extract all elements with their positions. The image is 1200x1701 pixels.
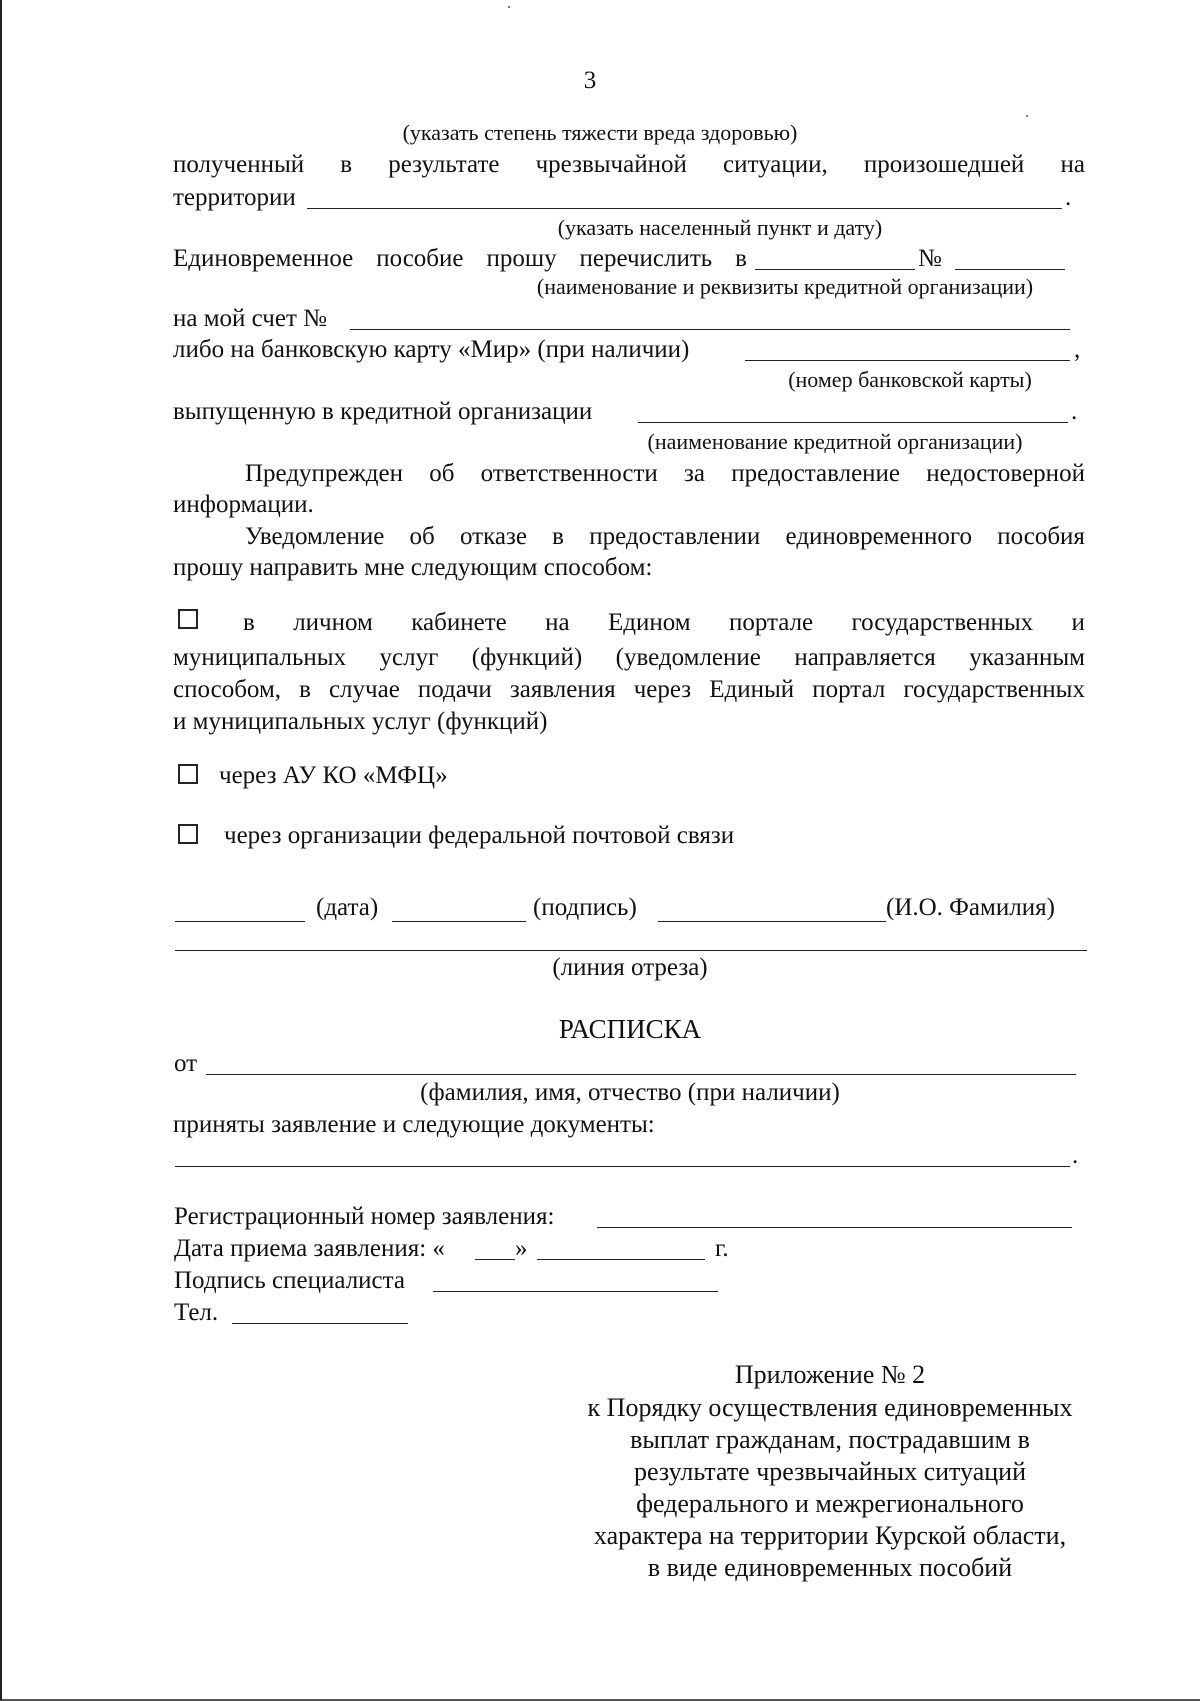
number-sign: №: [918, 245, 942, 272]
word: портал: [812, 676, 886, 703]
checkbox-mfc[interactable]: [178, 764, 198, 784]
year-suffix: г.: [715, 1235, 729, 1262]
sig-name-label: (И.О. Фамилия): [886, 894, 1055, 921]
cut-line-label: (линия отреза): [552, 954, 708, 981]
accept-date-label: Дата приема заявления: «: [174, 1235, 445, 1262]
hint-bank-details: (наименование и реквизиты кредитной организации): [536, 274, 1034, 299]
word: портале: [728, 609, 814, 636]
appendix-line: к Порядку осуществления единовременных: [587, 1393, 1073, 1422]
phone-label: Тел.: [174, 1299, 219, 1326]
word: Единовременное: [173, 245, 354, 272]
from-field[interactable]: [206, 1074, 1076, 1075]
signature-field[interactable]: [392, 921, 526, 922]
option-portal-line-3: [173, 675, 1085, 705]
hint-fio: (фамилия, имя, отчество (при наличии): [420, 1079, 840, 1106]
appendix-line: выплат гражданам, пострадавшим в: [630, 1425, 1030, 1454]
word: в: [735, 245, 747, 272]
name-field[interactable]: [658, 921, 886, 922]
word: (уведомление: [615, 644, 761, 671]
hint-health-severity: (указать степень тяжести вреда здоровью): [402, 120, 798, 145]
word: единовременного: [785, 523, 972, 550]
documents-period: .: [1072, 1142, 1079, 1169]
option-portal-line-1: [243, 608, 1085, 638]
territory-field[interactable]: [307, 208, 1062, 209]
reg-number-label: Регистрационный номер заявления:: [174, 1203, 555, 1230]
warning-line-1: [245, 459, 1085, 489]
appendix-line: в виде единовременных пособий: [647, 1553, 1013, 1582]
issued-period: .: [1071, 398, 1078, 425]
word: предоставление: [731, 460, 901, 487]
word: прошу: [486, 245, 557, 272]
word: отказе: [460, 523, 527, 550]
sig-signature-label: (подпись): [533, 894, 637, 921]
word: Уведомление: [245, 523, 385, 550]
warning-line-2: информации.: [173, 491, 314, 518]
word: Предупрежден: [245, 460, 403, 487]
card-label: либо на банковскую карту «Мир» (при наличии): [173, 336, 690, 363]
word: пособие: [376, 245, 464, 272]
word: полученный: [173, 151, 305, 178]
card-field[interactable]: [745, 360, 1070, 361]
issued-label: выпущенную в кредитной организации: [173, 398, 593, 425]
account-field[interactable]: [350, 329, 1070, 330]
issued-bank-field[interactable]: [638, 422, 1068, 423]
word: Едином: [607, 609, 691, 636]
accept-day-field[interactable]: [475, 1259, 515, 1260]
card-comma: ,: [1074, 336, 1081, 363]
word: случае: [328, 676, 400, 703]
word: ситуации,: [723, 151, 828, 178]
territory-period: .: [1065, 184, 1072, 211]
documents-field[interactable]: [175, 1166, 1070, 1167]
checkbox-portal[interactable]: [178, 609, 198, 629]
received-line: [173, 150, 1085, 180]
appendix-line: характера на территории Курской области,: [593, 1521, 1067, 1550]
word: в: [243, 609, 255, 636]
appendix-line: результате чрезвычайных ситуаций: [633, 1457, 1026, 1486]
word: на: [545, 609, 570, 636]
specialist-signature-label: Подпись специалиста: [174, 1267, 405, 1294]
word: муниципальных: [173, 644, 347, 671]
word: пособия: [997, 523, 1085, 550]
word: государственных: [851, 609, 1034, 636]
from-label: от: [174, 1050, 198, 1077]
option-mfc: через АУ КО «МФЦ»: [219, 762, 448, 789]
word: кабинете: [411, 609, 507, 636]
word: об: [409, 523, 435, 550]
word: и: [1071, 609, 1085, 636]
word: Единый: [709, 676, 795, 703]
option-post: через организации федеральной почтовой связи: [224, 822, 735, 849]
notice-line-2: прошу направить мне следующим способом:: [173, 554, 653, 581]
scan-speck: [508, 6, 510, 8]
word: (функций): [471, 644, 583, 671]
word: заявления: [509, 676, 616, 703]
word: за: [684, 460, 705, 487]
word: в: [340, 151, 353, 178]
receipt-title: РАСПИСКА: [558, 1014, 702, 1044]
specialist-signature-field[interactable]: [433, 1291, 718, 1292]
phone-field[interactable]: [232, 1323, 408, 1324]
word: подачи: [417, 676, 492, 703]
option-portal-line-2: [173, 643, 1085, 673]
word: через: [633, 676, 692, 703]
word: в: [552, 523, 564, 550]
word: указанным: [969, 644, 1085, 671]
reg-number-field[interactable]: [597, 1227, 1072, 1228]
word: в: [299, 676, 311, 703]
word: направляется: [794, 644, 936, 671]
account-label: на мой счет №: [173, 305, 327, 332]
hint-card-number: (номер банковской карты): [788, 367, 1032, 392]
territory-label: территории: [173, 184, 296, 211]
word: услуг: [379, 644, 439, 671]
word: об: [429, 460, 455, 487]
appendix-title: Приложение № 2: [734, 1360, 926, 1389]
word: на: [1060, 151, 1085, 178]
word: ответственности: [480, 460, 658, 487]
bank-number-field[interactable]: [955, 269, 1065, 270]
word: недостоверной: [926, 460, 1085, 487]
word: перечислить: [579, 245, 713, 272]
word: чрезвычайной: [535, 151, 687, 178]
word: способом,: [173, 676, 282, 703]
option-portal-line-4: и муниципальных услуг (функций): [173, 708, 548, 735]
bank-field[interactable]: [755, 269, 915, 270]
payment-line: [173, 244, 747, 274]
scan-speck: [1026, 115, 1028, 117]
word: предоставлении: [589, 523, 761, 550]
page-number: 3: [583, 67, 597, 94]
notice-line-1: [245, 522, 1085, 552]
word: государственных: [903, 676, 1085, 703]
hint-bank-name: (наименование кредитной организации): [647, 429, 1023, 454]
word: произошедшей: [863, 151, 1025, 178]
word: результате: [388, 151, 500, 178]
accept-month-field[interactable]: [537, 1259, 705, 1260]
checkbox-post[interactable]: [178, 824, 198, 844]
date-field[interactable]: [175, 921, 305, 922]
appendix-line: федерального и межрегионального: [636, 1489, 1024, 1518]
accepted-label: приняты заявление и следующие документы:: [173, 1111, 655, 1138]
accept-date-close-quote: »: [515, 1235, 528, 1262]
word: личном: [293, 609, 373, 636]
hint-place-date: (указать населенный пункт и дату): [557, 215, 883, 240]
sig-date-label: (дата): [316, 894, 379, 921]
cut-line: [175, 950, 1087, 951]
